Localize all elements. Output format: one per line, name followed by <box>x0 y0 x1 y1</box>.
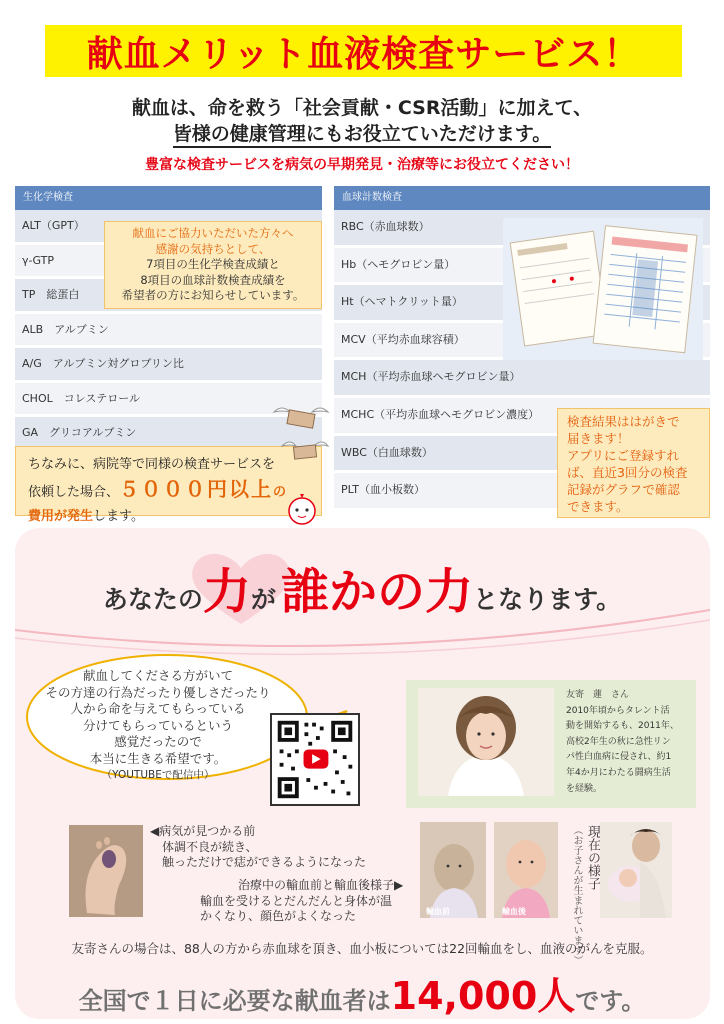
table-row: ALB アルブミン <box>15 314 322 349</box>
sick-line: 触っただけで痣ができるようになった <box>150 855 367 869</box>
table-row: TP 総蛋白 <box>15 279 322 314</box>
table-row: MCHC（平均赤血球ヘモグロビン濃度） <box>334 398 710 436</box>
profile-name: 友寄 蓮 さん <box>566 690 630 700</box>
current-status-label <box>568 825 602 965</box>
note-line: 8項目の血球計数検査成績を <box>140 272 286 287</box>
note-line: 感謝の気持ちとして、 <box>155 241 271 256</box>
table-row: CHOL コレステロール <box>15 383 322 418</box>
transfusion-text <box>200 878 403 925</box>
quote-line: 本当に生きる希望です。 <box>89 750 227 766</box>
table-row: γ-GTP <box>15 245 322 280</box>
patient-after-transfusion-photo <box>494 822 558 918</box>
mother-and-baby-photo <box>600 822 672 918</box>
before-label: 輸血前 <box>426 907 450 916</box>
intro-line-1: 献血は、命を救う「社会貢献・CSR活動」に加えて、 <box>131 97 593 119</box>
table-row: A/G アルブミン対グロブリン比 <box>15 348 322 383</box>
cost-end: します。 <box>93 509 144 524</box>
cost-prefix: 依頼した場合、 <box>28 485 120 500</box>
after-label: 輸血後 <box>502 907 526 916</box>
bruised-foot-photo <box>69 825 143 917</box>
final-statement <box>0 965 724 1020</box>
slogan-part: が <box>250 585 276 614</box>
slogan-part: あなたの <box>102 585 203 614</box>
note-line: ば、直近3回分の検査 <box>567 465 688 480</box>
final-prefix: 全国で１日に必要な献血者は <box>78 987 391 1015</box>
table-row: ALT（GPT） <box>15 210 322 245</box>
table-row: MCV（平均赤血球容積） <box>334 323 710 361</box>
patient-before-transfusion-photo <box>420 822 486 918</box>
report-postcard-image <box>503 218 703 360</box>
quote-line: 分けてもらっているという <box>82 717 233 733</box>
mascot-icon <box>284 494 320 526</box>
note-line: できます。 <box>567 499 629 514</box>
table-row: GA グリコアルブミン <box>15 417 322 452</box>
profile-text <box>566 688 679 797</box>
sick-line: ◀病気が見つかる前 <box>150 824 256 838</box>
transfusion-line: 輸血を受けるとだんだんと身体が温 <box>200 893 393 908</box>
slogan <box>0 553 724 622</box>
sick-line: 体調不良が続き、 <box>150 839 258 854</box>
slogan-emphasis: 誰かの力 <box>281 564 474 620</box>
final-suffix: です。 <box>575 987 646 1015</box>
postcard-note <box>557 408 710 518</box>
table-row: RBC（赤血球数） <box>334 210 710 248</box>
subheadline: 豊富な検査サービスを病気の早期発見・治療等にお役立てください！ <box>145 157 579 173</box>
table-row: Ht（ヘマトクリット量） <box>334 285 710 323</box>
title-banner <box>45 25 682 77</box>
profile-line: 2010年頃からタレント活 <box>566 705 670 716</box>
table-row: Hb（ヘモグロビン量） <box>334 248 710 286</box>
current-note: （お子さんが生まれています） <box>571 825 582 965</box>
table-row: WBC（白血球数） <box>334 436 710 474</box>
note-line: 届きます！ <box>567 431 630 446</box>
quote-line: その方達の行為だったり優しさだったり <box>45 684 271 700</box>
table-row: MCH（平均赤血球ヘモグロビン量） <box>334 360 710 398</box>
page-title: 献血メリット血液検査サービス！ <box>86 33 641 75</box>
intro-line-2 <box>0 119 724 146</box>
thank-you-note <box>104 221 322 309</box>
blood-count-header: 血球計数検査 <box>334 186 710 210</box>
slogan-emphasis: 力 <box>202 564 251 620</box>
profile-line: パ性白血病に侵され、約1 <box>566 752 672 763</box>
quote-line: 献血してくださる方がいて <box>82 668 233 683</box>
intro-line-2-text: 皆様の健康管理にもお役立ていただけます。 <box>173 123 551 148</box>
quote-line: 感覚だったので <box>114 734 202 749</box>
profile-line: を経験。 <box>566 783 603 794</box>
profile-line: 高校2年生の秋に急性リン <box>566 736 671 747</box>
biochem-header: 生化学検査 <box>15 186 322 210</box>
flying-money-icon <box>280 438 330 462</box>
cost-line-2 <box>28 477 321 505</box>
note-line: アプリにご登録すれ <box>567 448 680 463</box>
cost-highlight: 費用が発生 <box>28 509 94 524</box>
profile-line: 動を開始するも、2011年、 <box>566 721 679 732</box>
transfusion-title: 治療中の輸血前と輸血後様子▶ <box>238 878 404 892</box>
note-line: 希望者の方にお知らせしています。 <box>121 288 305 302</box>
quote-line: 人から命を与えてもらっている <box>70 701 246 716</box>
qr-code-icon[interactable] <box>270 713 360 806</box>
cost-line-1: ちなみに、病院等で同様の検査サービスを <box>28 457 276 472</box>
note-line: 検査結果ははがきで <box>567 414 680 429</box>
slogan-part: となります。 <box>473 585 622 614</box>
flying-money-icon <box>272 404 330 430</box>
cost-line-3 <box>28 505 321 529</box>
cost-note <box>15 446 322 524</box>
profile-photo <box>418 688 554 796</box>
current-title: 現在の様子 <box>585 825 600 890</box>
table-row: PLT（血小板数） <box>334 473 710 511</box>
cost-suffix: の <box>273 485 287 500</box>
final-number: 14,000人 <box>390 974 576 1018</box>
transfusion-line: かくなり、顔色がよくなった <box>200 909 357 923</box>
profile-line: 年4か月にわたる闘病生活 <box>566 767 671 778</box>
note-line: 献血にご協力いただいた方々へ <box>132 226 294 240</box>
quote-text <box>40 668 276 784</box>
quote-note: （YOUTUBEで配信中） <box>101 769 215 781</box>
note-line: 7項目の生化学検査成績と <box>146 257 280 271</box>
note-line: 記録がグラフで確認 <box>567 482 680 497</box>
summary-text: 友寄さんの場合は、88人の方から赤血球を頂き、血小板については22回輸血をし、血液のがんを克服。 <box>71 941 653 956</box>
cost-amount: ５０００円以上 <box>119 477 274 501</box>
before-diagnosis-text <box>150 824 366 871</box>
